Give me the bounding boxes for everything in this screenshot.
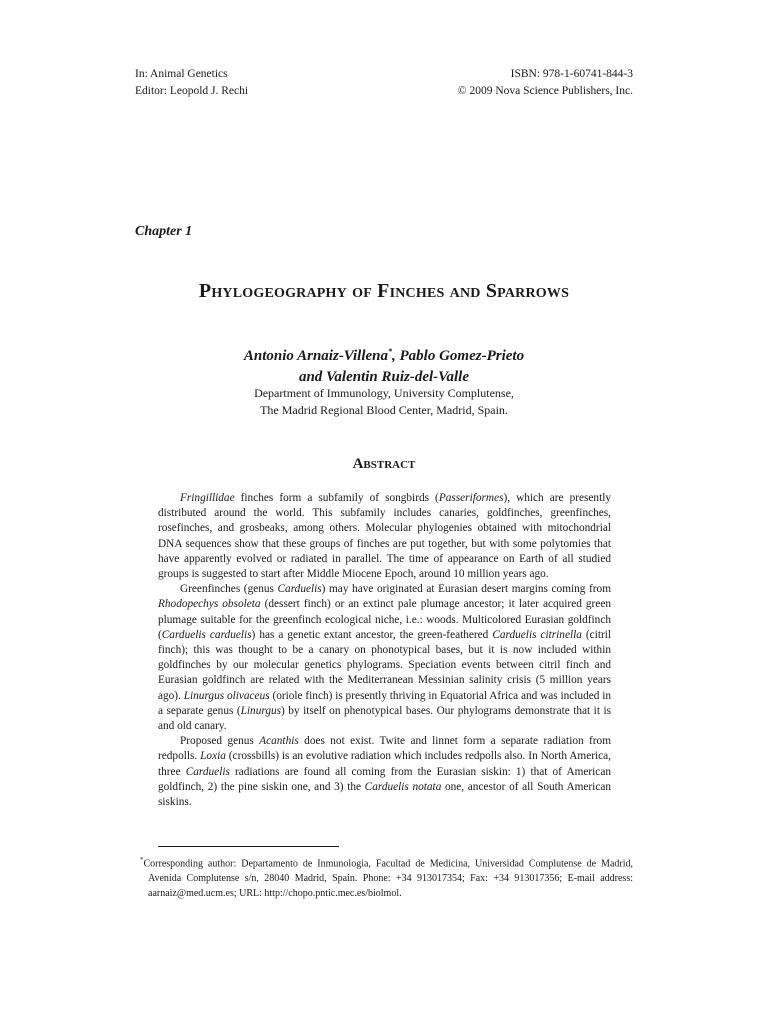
copyright-line: © 2009 Nova Science Publishers, Inc. [457, 85, 633, 97]
italic-text-run: Carduelis citrinella [492, 628, 582, 641]
affiliation [0, 385, 768, 419]
abstract-paragraph [158, 582, 611, 734]
text-run: (citril finch); this was thought to be a canary on phonotypical bases, but it is now included within goldfinches by our molecular genetics phylograms. Speciation events between citril finch and Eurasian goldfinch are related with the Mediterranean Messinian salinity crisis (5 million years ago). [158, 628, 612, 702]
italic-text-run: Fringillidae [180, 492, 235, 504]
book-header-left [135, 66, 248, 100]
author-list [0, 341, 768, 388]
footnote-divider [158, 846, 339, 847]
italic-text-run: Linurgus [240, 704, 282, 717]
abstract-heading: Abstract [352, 456, 416, 472]
italic-text-run: Linurgus olivaceus [183, 689, 270, 702]
italic-text-run: Carduelis carduelis [161, 628, 252, 641]
abstract-body [158, 491, 611, 810]
corresponding-author-mark: * [388, 347, 392, 356]
chapter-label: Chapter 1 [135, 224, 193, 239]
footnote-body [138, 853, 633, 901]
book-header-right [458, 66, 633, 100]
affiliation-line: Department of Immunology, University Complutense, [254, 386, 514, 400]
text-run: ) by itself on phenotypical bases. Our phylograms demonstrate that it is and old canary. [158, 704, 611, 733]
abstract-paragraph [158, 491, 611, 582]
editor-line: Editor: Leopold J. Rechi [135, 85, 249, 97]
text-run: does not exist. Twite and linnet form a separate radiation from redpolls. [158, 735, 611, 763]
text-run: Greenfinches (genus [180, 583, 278, 596]
text-run: Proposed genus [180, 735, 260, 748]
affiliation-line: The Madrid Regional Blood Center, Madrid, Spain. [260, 403, 508, 417]
author-separator: , [392, 348, 400, 364]
text-run: (dessert finch) or an extinct pale plumage ancestor; it later acquired green plumage suitable for the greenfinch ecological niche, i.e.: woods. Multicolored Eurasian goldfinch ( [158, 598, 611, 641]
text-run: radiations are found all coming from the Eurasian siskin: 1) that of American goldfinch, 2) the pine siskin one, and 3) the [158, 765, 611, 793]
author-name: Antonio Arnaiz-Villena [243, 348, 388, 364]
text-run: finches form a subfamily of songbirds ( [234, 492, 439, 504]
text-run: (crossbills) is an evolutive radiation which includes redpolls also. In North America, three [158, 750, 611, 778]
footnote [138, 853, 633, 901]
author-name: Pablo Gomez-Prieto [399, 348, 525, 364]
italic-text-run: Passeriformes [438, 492, 504, 504]
text-run: ), which are presently distributed around the world. This subfamily includes canaries, goldfinches, greenfinches, rosefinches, and grosbeaks, among others. Molecular phylogenies obtained with mitochondrial DNA sequences show that these groups of finches are put together, but with some polytomies that have apparently evolved or radiated in parallel. The time of appearance on Earth of all studied groups is suggested to start after Middle Miocene Epoch, around 10 million years ago. [158, 492, 611, 581]
author-line-1 [0, 341, 768, 367]
text-run: one, ancestor of all South American siskins. [158, 780, 611, 809]
book-title-line: In: Animal Genetics [135, 68, 228, 80]
italic-text-run: Acanthis [259, 735, 299, 748]
footnote-text: Corresponding author: Departamento de Inmunologia, Facultad de Medicina, Universidad Complutense de Madrid, Avenida Complutense s/n, 28040 Madrid, Spain. Phone: +34 913017354; Fax: +34 913017356; E-mail address: aarnaiz@med.ucm.es; URL: http://chopo.pntic.mec.es/biolmol. [143, 858, 633, 900]
chapter-title: Phylogeography of Finches and Sparrows [198, 280, 570, 302]
footnote-mark: * [140, 856, 144, 864]
italic-text-run: Carduelis notata [364, 780, 442, 793]
abstract-paragraph [158, 734, 611, 810]
italic-text-run: Carduelis [277, 583, 322, 596]
italic-text-run: Carduelis [185, 765, 230, 778]
isbn-line: ISBN: 978-1-60741-844-3 [510, 68, 633, 80]
text-run: ) may have originated at Eurasian desert margins coming from [321, 583, 611, 596]
text-run: ) has a genetic extant ancestor, the green-feathered [251, 628, 493, 641]
italic-text-run: Loxia [200, 750, 226, 763]
italic-text-run: Rhodopechys obsoleta [158, 598, 261, 611]
text-run: (oriole finch) is presently thriving in Equatorial Africa and was included in a separate genus ( [158, 689, 612, 717]
author-line-2: and Valentin Ruiz-del-Valle [298, 369, 470, 385]
